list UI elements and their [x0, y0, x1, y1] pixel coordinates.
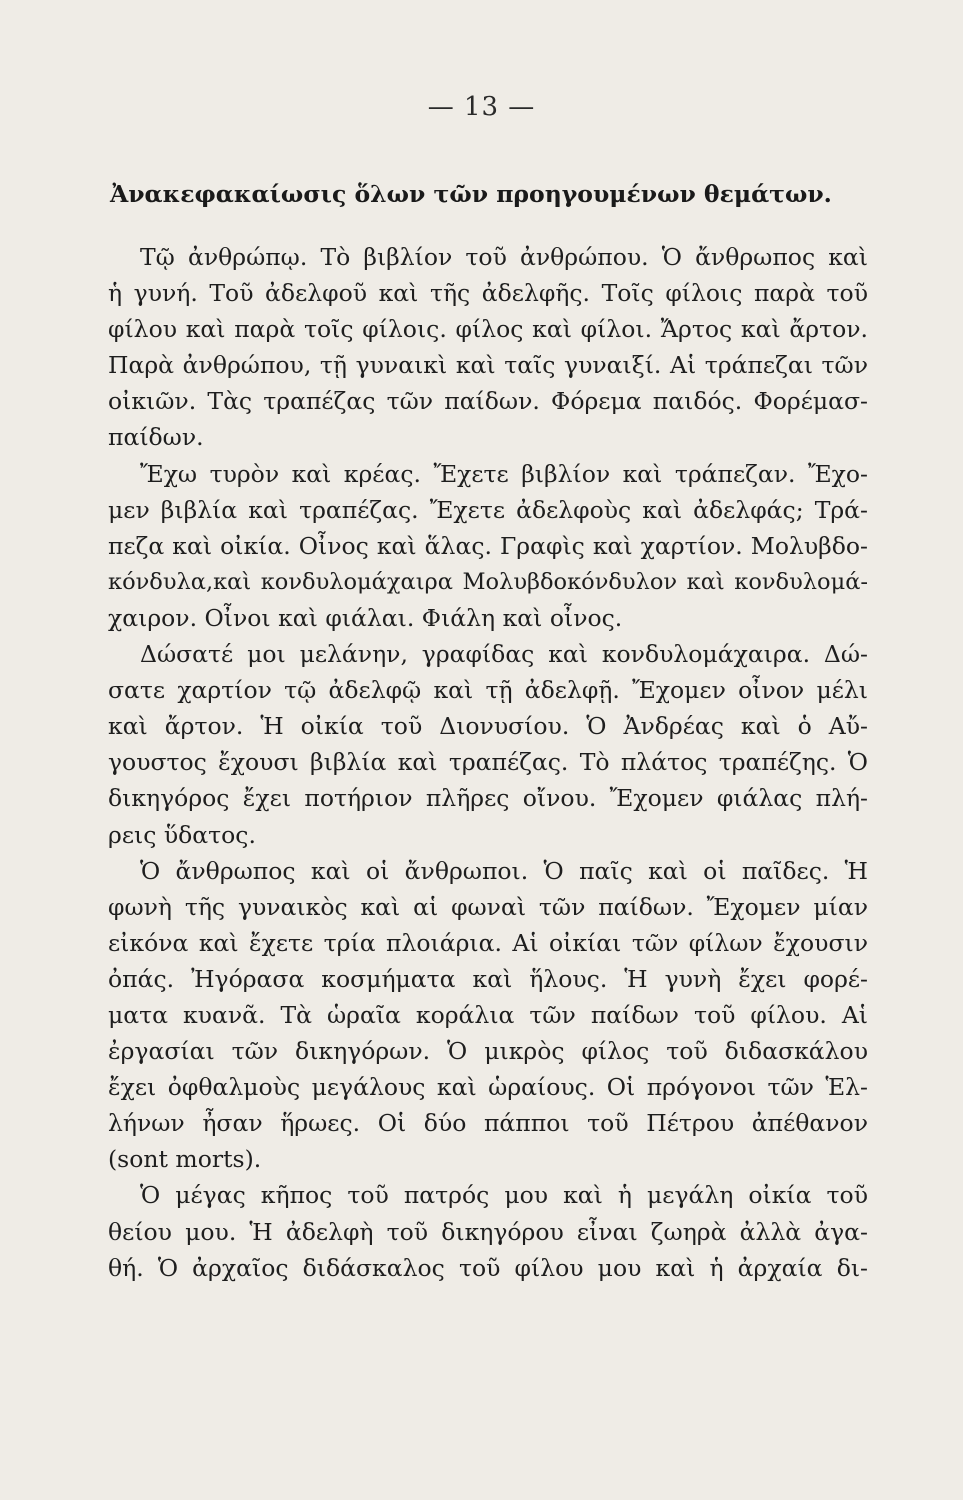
text-line: πεζα καὶ οἰκία. Οἶνος καὶ ἅλας. Γραφὶς καὶ χαρτίον. Μολυβδο- — [108, 531, 868, 560]
text-line: ἐργασίαι τῶν δικηγόρων. Ὁ μικρὸς φίλος τοῦ διδασκάλου — [108, 1037, 868, 1066]
text-line: εἰκόνα καὶ ἔχετε τρία πλοιάρια. Αἱ οἰκίαι τῶν φίλων ἔχουσιν — [108, 928, 868, 957]
section-heading: Ἀνακεφακαίωσις ὅλων τῶν προηγουμένων θεμάτων. — [110, 180, 832, 208]
text-line: σατε χαρτίον τῷ ἀδελφῷ καὶ τῇ ἀδελφῇ. Ἔχομεν οἶνον μέλι — [108, 676, 868, 705]
body-text — [108, 239, 868, 1286]
text-line: Δώσατέ μοι μελάνην, γραφίδας καὶ κονδυλομάχαιρα. Δώ- — [140, 640, 868, 669]
text-line: Παρὰ ἀνθρώπου, τῇ γυναικὶ καὶ ταῖς γυναιξί. Αἱ τράπεζαι τῶν — [108, 351, 868, 380]
text-line: γουστος ἔχουσι βιβλία καὶ τραπέζας. Τὸ πλάτος τραπέζης. Ὁ — [108, 748, 868, 777]
text-line: δικηγόρος ἔχει ποτήριον πλῆρες οἴνου. Ἔχομεν φιάλας πλή- — [108, 784, 868, 813]
text-line: λήνων ἦσαν ἥρωες. Οἱ δύο πάπποι τοῦ Πέτρου ἀπέθανον — [108, 1109, 868, 1138]
text-line: Ὁ ἄνθρωπος καὶ οἱ ἄνθρωποι. Ὁ παῖς καὶ οἱ παῖδες. Ἡ — [140, 856, 868, 885]
text-line: ὀπάς. Ἠγόρασα κοσμήματα καὶ ἥλους. Ἡ γυνὴ ἔχει φορέ- — [108, 964, 868, 993]
text-line: Τῷ ἀνθρώπῳ. Τὸ βιβλίον τοῦ ἀνθρώπου. Ὁ ἄνθρωπος καὶ — [140, 243, 868, 271]
text-line: μεν βιβλία καὶ τραπέζας. Ἔχετε ἀδελφοὺς καὶ ἀδελφάς; Τρά- — [108, 495, 868, 524]
text-line: (sont morts). — [108, 1145, 262, 1174]
text-line: ἡ γυνή. Τοῦ ἀδελφοῦ καὶ τῆς ἀδελφῆς. Τοῖς φίλοις παρὰ τοῦ — [108, 279, 868, 308]
text-line: Ὁ μέγας κῆπος τοῦ πατρός μου καὶ ἡ μεγάλη οἰκία τοῦ — [140, 1181, 868, 1210]
text-line: καὶ ἄρτον. Ἡ οἰκία τοῦ Διονυσίου. Ὁ Ἀνδρέας καὶ ὁ Αὔ- — [108, 712, 868, 741]
text-line: ματα κυανᾶ. Τὰ ὡραῖα κοράλια τῶν παίδων τοῦ φίλου. Αἱ — [108, 1000, 868, 1029]
text-line: παίδων. — [108, 423, 204, 452]
page-number: — 13 — — [427, 92, 536, 122]
text-line: κόνδυλα,καὶ κονδυλομάχαιρα Μολυβδοκόνδυλον καὶ κονδυλομά- — [108, 568, 868, 595]
text-line: φίλου καὶ παρὰ τοῖς φίλοις. φίλος καὶ φίλοι. Ἄρτος καὶ ἄρτον. — [108, 315, 868, 344]
text-line: θή. Ὁ ἀρχαῖος διδάσκαλος τοῦ φίλου μου καὶ ἡ ἀρχαία δι- — [108, 1253, 868, 1282]
text-line: οἰκιῶν. Τὰς τραπέζας τῶν παίδων. Φόρεμα παιδός. Φορέμασ- — [108, 387, 868, 416]
text-line: χαιρον. Οἶνοι καὶ φιάλαι. Φιάλη καὶ οἶνος. — [108, 603, 623, 632]
text-line: ρεις ὕδατος. — [108, 820, 256, 849]
text-line: θείου μου. Ἡ ἀδελφὴ τοῦ δικηγόρου εἶναι ζωηρὰ ἀλλὰ ἀγα- — [108, 1217, 868, 1246]
text-line: φωνὴ τῆς γυναικὸς καὶ αἱ φωναὶ τῶν παίδων. Ἔχομεν μίαν — [108, 892, 868, 921]
text-line: Ἔχω τυρὸν καὶ κρέας. Ἔχετε βιβλίον καὶ τράπεζαν. Ἔχο- — [140, 459, 868, 488]
text-line: ἔχει ὀφθαλμοὺς μεγάλους καὶ ὡραίους. Οἱ πρόγονοι τῶν Ἑλ- — [108, 1073, 868, 1102]
